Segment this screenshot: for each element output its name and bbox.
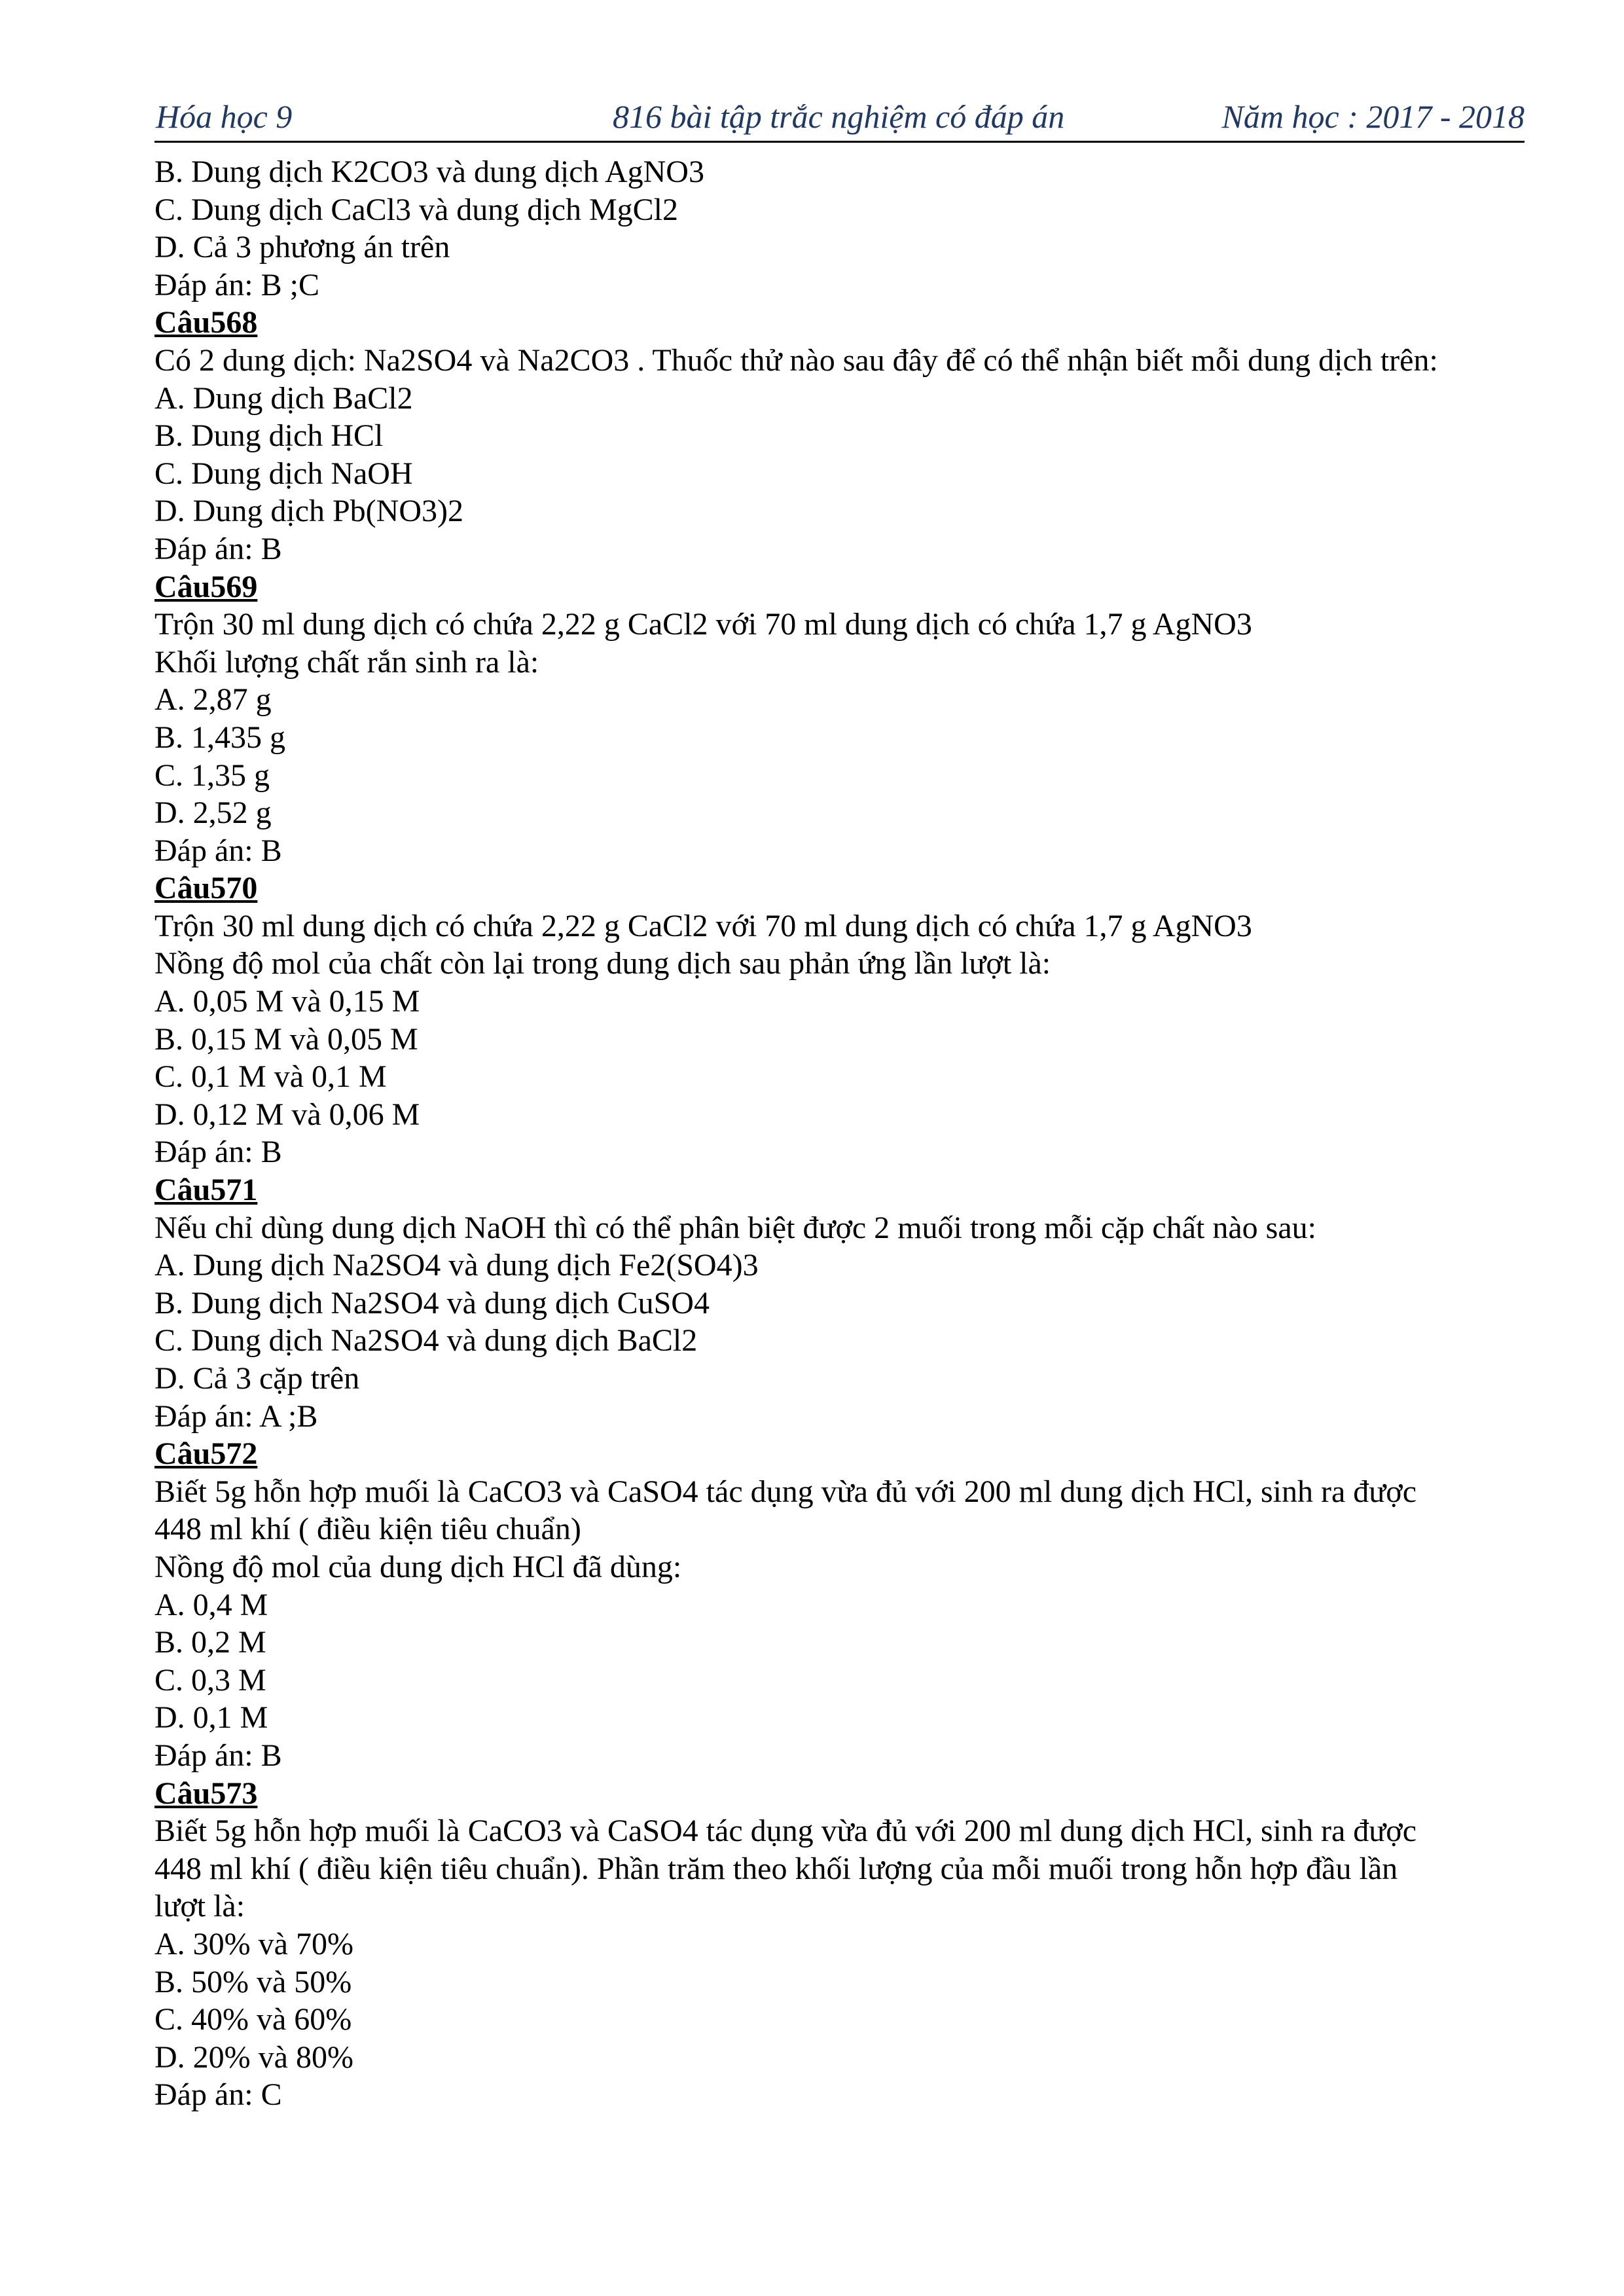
- option-d: D. Cả 3 cặp trên: [154, 1361, 360, 1396]
- option-a: A. Dung dịch BaCl2: [154, 380, 413, 416]
- option-b: B. 0,2 M: [154, 1625, 266, 1660]
- option-d: D. Cả 3 phương án trên: [154, 230, 450, 265]
- question-text: lượt là:: [154, 1889, 245, 1924]
- option-c: C. 40% và 60%: [154, 2002, 352, 2037]
- option-a: A. 0,4 M: [154, 1587, 268, 1622]
- answer-line: Đáp án: B: [154, 833, 282, 868]
- question-title: Câu569: [154, 569, 258, 604]
- page-content: [154, 153, 1525, 2114]
- option-a: A. 0,05 M và 0,15 M: [154, 984, 420, 1019]
- question-text: Khối lượng chất rắn sinh ra là:: [154, 644, 539, 680]
- question-text: 448 ml khí ( điều kiện tiêu chuẩn): [154, 1512, 581, 1547]
- question-573: [154, 1775, 1525, 2114]
- option-d: D. 2,52 g: [154, 795, 272, 831]
- page-header: [154, 95, 1525, 143]
- option-a: A. 30% và 70%: [154, 1926, 353, 1961]
- question-title: Câu568: [154, 305, 258, 340]
- answer-line: Đáp án: B: [154, 1738, 282, 1773]
- question-title: Câu570: [154, 871, 258, 906]
- option-a: A. 2,87 g: [154, 682, 272, 718]
- option-d: D. 0,1 M: [154, 1700, 268, 1736]
- question-title: Câu572: [154, 1436, 258, 1472]
- answer-line: Đáp án: A ;B: [154, 1398, 318, 1434]
- option-c: C. Dung dịch CaCl3 và dung dịch MgCl2: [154, 192, 678, 227]
- header-subject: Hóa học 9: [156, 98, 293, 135]
- answer-line: Đáp án: B ;C: [154, 267, 319, 302]
- option-b: B. Dung dịch Na2SO4 và dung dịch CuSO4: [154, 1285, 710, 1321]
- answer-line: Đáp án: C: [154, 2077, 282, 2113]
- header-year: Năm học : 2017 - 2018: [1221, 98, 1525, 135]
- question-text: Biết 5g hỗn hợp muối là CaCO3 và CaSO4 tác dụng vừa đủ với 200 ml dung dịch HCl, sinh ra được: [154, 1813, 1416, 1849]
- option-c: C. 1,35 g: [154, 757, 270, 793]
- option-b: B. 1,435 g: [154, 720, 286, 755]
- question-title: Câu573: [154, 1776, 258, 1811]
- question-text: Trộn 30 ml dung dịch có chứa 2,22 g CaCl2 với 70 ml dung dịch có chứa 1,7 g AgNO3: [154, 908, 1252, 943]
- option-a: A. Dung dịch Na2SO4 và dung dịch Fe2(SO4)3: [154, 1248, 759, 1283]
- option-c: C. 0,3 M: [154, 1662, 266, 1698]
- header-title: 816 bài tập trắc nghiệm có đáp án: [613, 98, 1065, 135]
- question-572: [154, 1435, 1525, 1774]
- previous-question-continuation: [154, 153, 1525, 304]
- question-text: 448 ml khí ( điều kiện tiêu chuẩn). Phần trăm theo khối lượng của mỗi muối trong hỗn hợp đầu lần: [154, 1851, 1398, 1886]
- option-d: D. Dung dịch Pb(NO3)2: [154, 494, 463, 529]
- question-text: Trộn 30 ml dung dịch có chứa 2,22 g CaCl2 với 70 ml dung dịch có chứa 1,7 g AgNO3: [154, 607, 1252, 642]
- option-b: B. 50% và 50%: [154, 1964, 352, 1999]
- answer-line: Đáp án: B: [154, 531, 282, 566]
- option-c: C. Dung dịch Na2SO4 và dung dịch BaCl2: [154, 1323, 698, 1358]
- question-571: [154, 1171, 1525, 1435]
- question-568: [154, 304, 1525, 568]
- option-c: C. Dung dịch NaOH: [154, 456, 413, 491]
- question-569: [154, 568, 1525, 870]
- option-b: B. Dung dịch HCl: [154, 418, 384, 454]
- question-title: Câu571: [154, 1173, 258, 1208]
- question-text: Có 2 dung dịch: Na2SO4 và Na2CO3 . Thuốc thử nào sau đây để có thể nhận biết mỗi dung dịch trên:: [154, 342, 1438, 378]
- option-b: B. Dung dịch K2CO3 và dung dịch AgNO3: [154, 155, 704, 189]
- option-c: C. 0,1 M và 0,1 M: [154, 1059, 387, 1095]
- option-d: D. 20% và 80%: [154, 2039, 353, 2075]
- question-text: Nồng độ mol của dung dịch HCl đã dùng:: [154, 1549, 682, 1584]
- answer-line: Đáp án: B: [154, 1135, 282, 1170]
- option-d: D. 0,12 M và 0,06 M: [154, 1097, 420, 1132]
- option-b: B. 0,15 M và 0,05 M: [154, 1021, 418, 1057]
- question-570: [154, 869, 1525, 1171]
- question-text: Nếu chỉ dùng dung dịch NaOH thì có thể phân biệt được 2 muối trong mỗi cặp chất nào sau:: [154, 1210, 1316, 1245]
- question-text: Nồng độ mol của chất còn lại trong dung dịch sau phản ứng lần lượt là:: [154, 946, 1051, 981]
- question-text: Biết 5g hỗn hợp muối là CaCO3 và CaSO4 tác dụng vừa đủ với 200 ml dung dịch HCl, sinh ra được: [154, 1474, 1416, 1509]
